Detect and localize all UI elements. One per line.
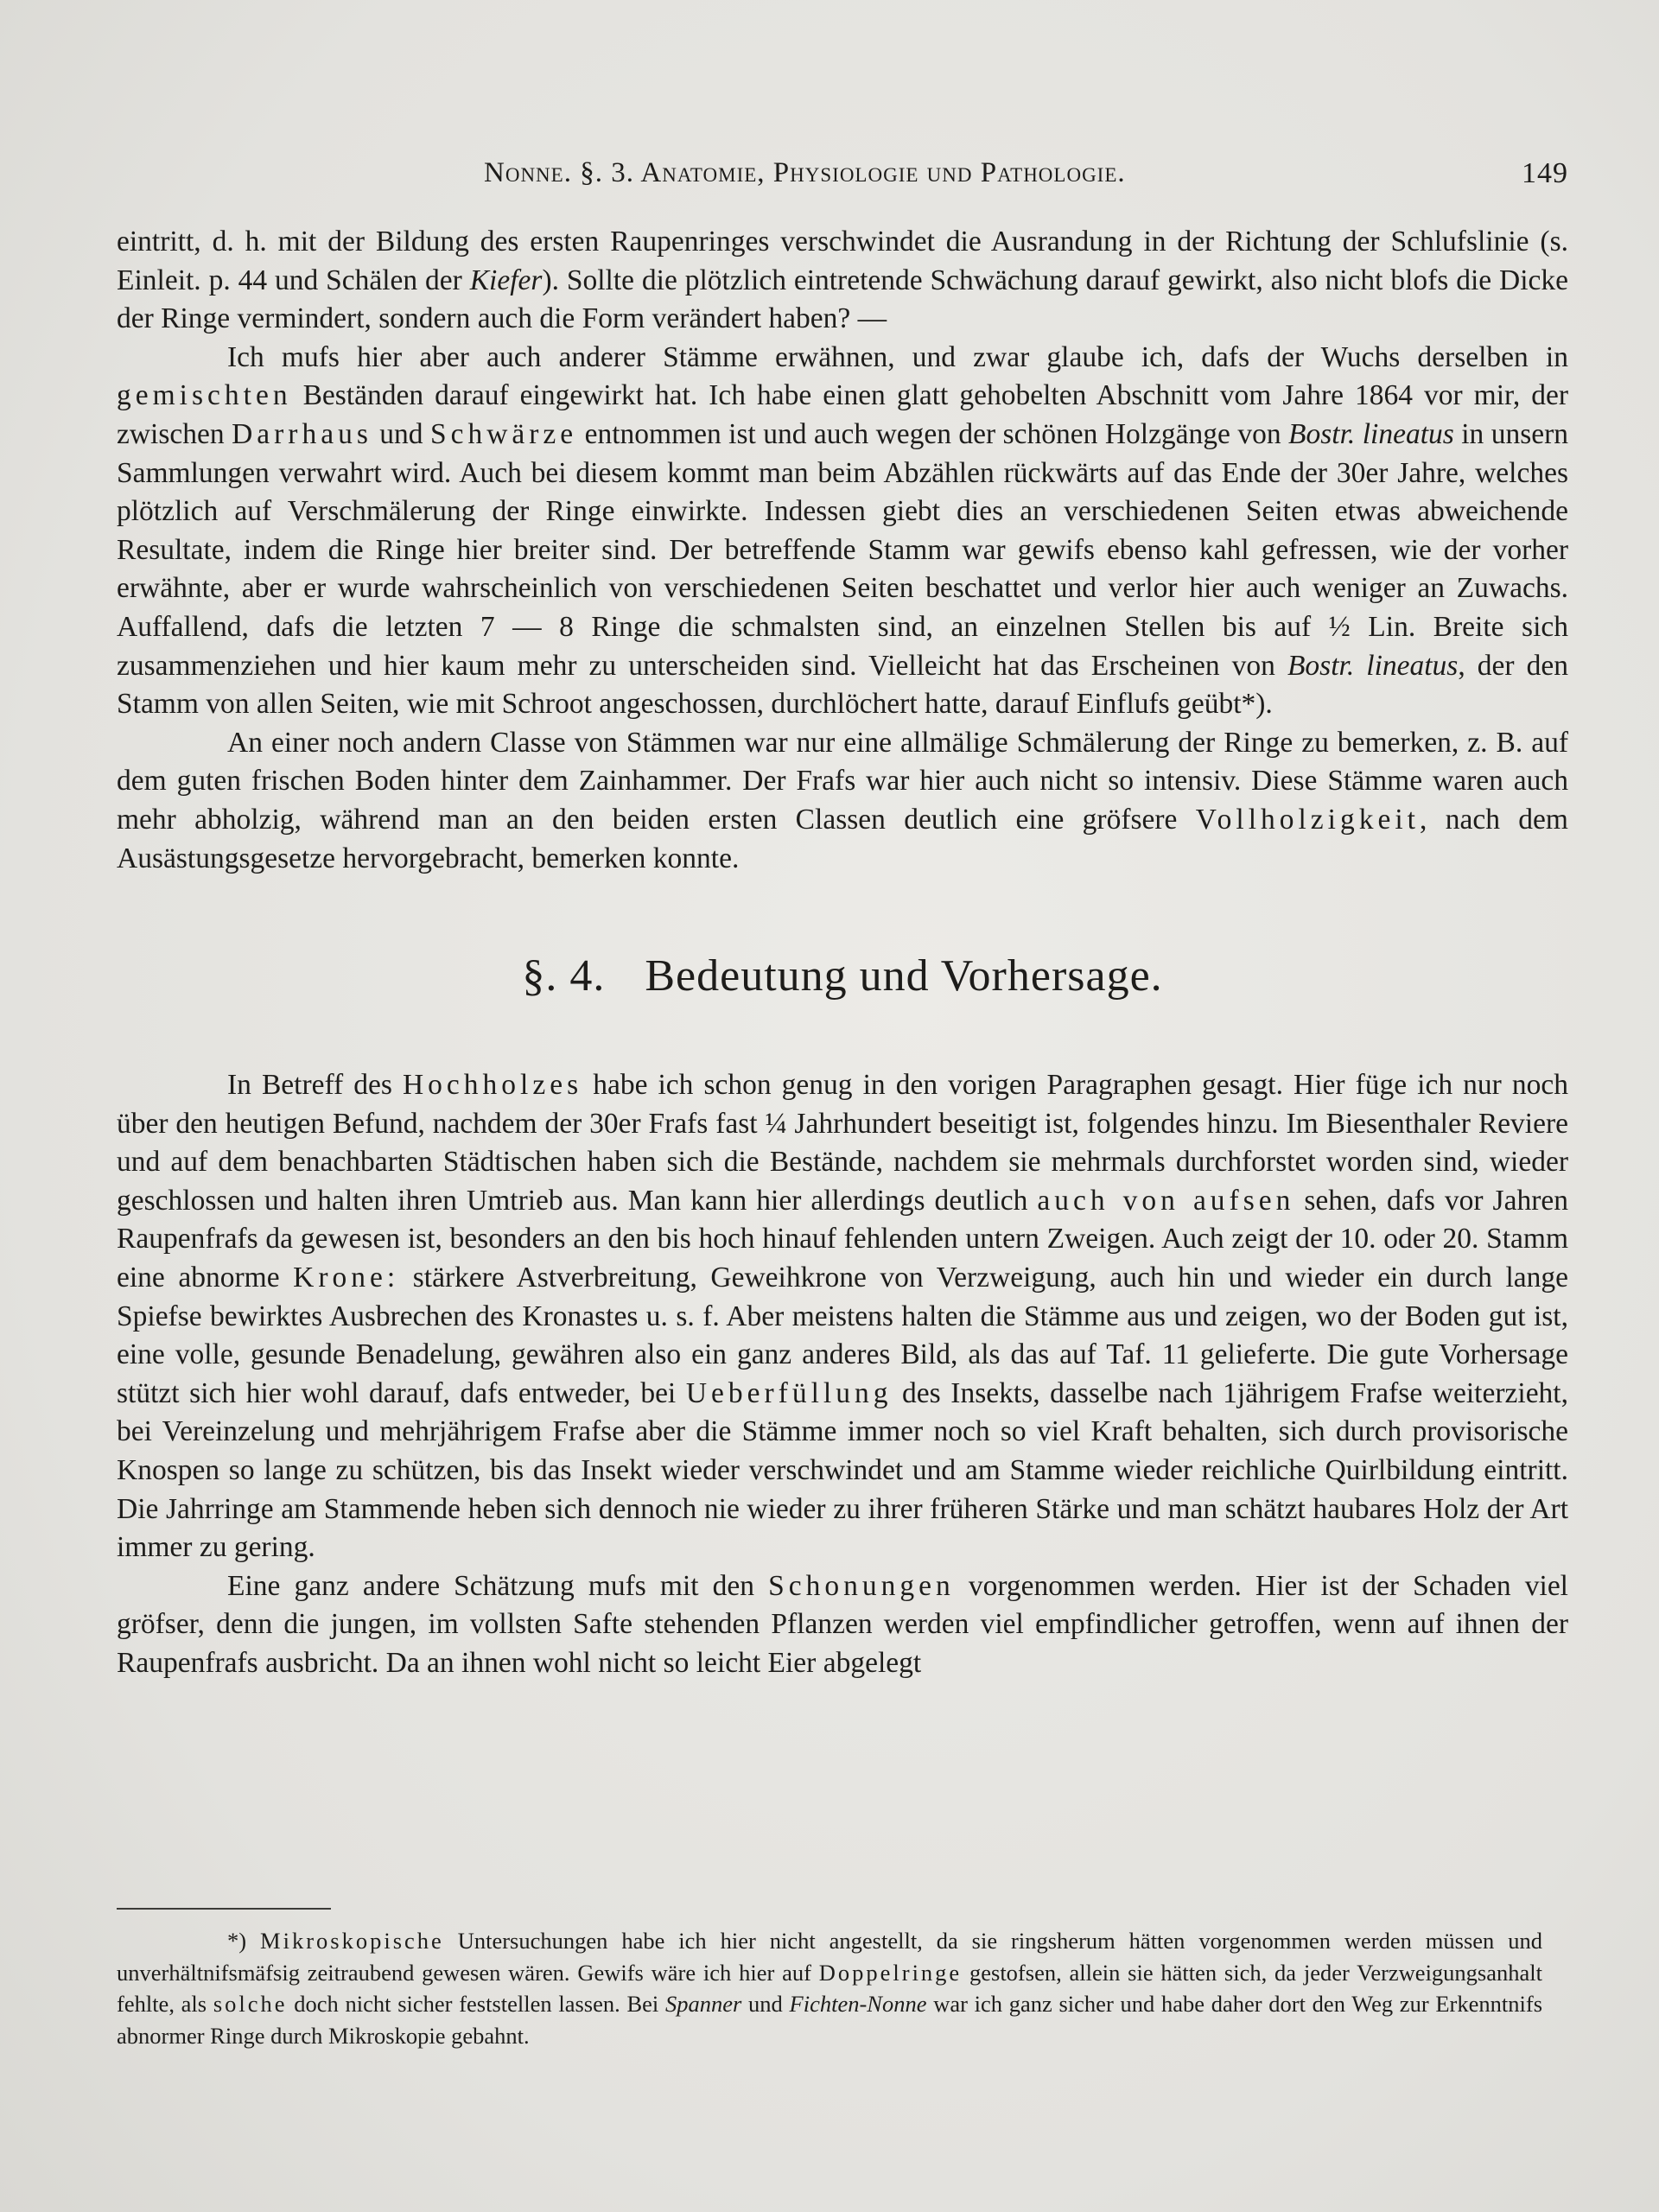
text-run: In Betreff des: [227, 1069, 403, 1102]
emphasis-spaced: Darrhaus: [232, 417, 372, 450]
emphasis-spaced: Krone:: [293, 1262, 400, 1294]
paragraph-4: [117, 1066, 1568, 1567]
page-number: 149: [1522, 157, 1568, 189]
footnote-text: [117, 1925, 1542, 2051]
emphasis-spaced: Doppelringe: [818, 1959, 963, 1986]
text-run: , der den Stamm von allen Seiten, wie mit Schroot angeschossen, durchlöchert hatte, darauf Einflufs geübt*).: [117, 649, 1568, 721]
emphasis-spaced: gemischten: [117, 379, 292, 412]
emphasis-italic: Bostr. lineatus: [1287, 649, 1459, 682]
text-run: Ich mufs hier aber auch anderer Stämme erwähnen, und zwar glaube ich, dafs der Wuchs derselben in: [227, 340, 1568, 373]
text-run: , nach dem Ausästungsgesetze hervorgebracht, bemerken konnte.: [117, 803, 1568, 874]
emphasis-spaced: auch von aufsen: [1037, 1184, 1295, 1217]
paragraph-1: [117, 223, 1568, 339]
text-run: in unsern Sammlungen verwahrt wird. Auch bei diesem kommt man beim Abzählen rückwärts auf das Ende der 30er Jahre, welches plötzlich auf Verschmälerung der Ringe einwirkte. Indessen giebt dies an verschiedenen Seiten etwas abweichende Resultate, indem die Ringe hier breiter sind. Der betreffende Stamm war gewifs ebenso kahl gefressen, wie der vorher erwähnte, aber er wurde wahrscheinlich von verschiedenen Seiten beschattet und verlor hier auch weniger an Zuwachs. Auffallend, dafs die letzten 7 — 8 Ringe die schmalsten sind, an einzelnen Stellen bis auf ½ Lin. Breite sich zusammenziehen und hier kaum mehr zu unterscheiden sind. Vielleicht hat das Erscheinen von: [117, 417, 1569, 682]
emphasis-spaced: Schonungen: [768, 1569, 955, 1602]
paragraph-5: [117, 1567, 1568, 1683]
text-run: entnommen ist und auch wegen der schönen Holzgänge von: [577, 417, 1289, 450]
emphasis-italic: Bostr. lineatus: [1288, 417, 1454, 450]
text-run: des Insekts, dasselbe nach 1jährigem Frafse weiterzieht, bei Vereinzelung und mehrjährigem Frafse aber die Stämme immer noch so viel Kraft behalten, sich durch provisorische Knospen so lange zu schützen, bis das Insekt wieder verschwindet und am Stamme wieder reichliche Quirlbildung eintritt. Die Jahrringe am Stammende heben sich dennoch nie wieder zu ihrer früheren Stärke und man schätzt haubares Holz der Art immer zu gering.: [117, 1376, 1568, 1564]
text-run: ). Sollte die plötzlich eintretende Schwächung darauf gewirkt, also nicht blofs die Dicke der Ringe vermindert, sondern auch die Form verändert haben? —: [117, 264, 1568, 335]
text-run: Beständen darauf eingewirkt hat. Ich habe einen glatt gehobelten Abschnitt vom Jahre 1864 vor mir, der zwischen: [117, 379, 1568, 450]
text-run: sehen, dafs vor Jahren Raupenfrafs da gewesen ist, besonders an den bis hoch hinauf fehlenden untern Zweigen. Auch zeigt der 10. oder 20. Stamm eine abnorme: [117, 1184, 1568, 1294]
running-header: [484, 157, 1568, 200]
section-number: §. 4.: [522, 951, 606, 1001]
text-run: Untersuchungen habe ich hier nicht angestellt, da sie ringsherum hätten vorgenommen werden müssen und unverhältnifsmäfsig zeitraubend gewesen wären. Gewifs wäre ich hier auf: [117, 1928, 1542, 1986]
emphasis-spaced: Vollholzigkeit: [1195, 803, 1420, 836]
main-text: [117, 223, 1568, 1683]
text-run: doch nicht sicher feststellen lassen. Bei: [287, 1991, 665, 2017]
section-title: Bedeutung und Vorhersage.: [645, 951, 1163, 1001]
text-run: An einer noch andern Classe von Stämmen war nur eine allmälige Schmälerung der Ringe zu bemerken, z. B. auf dem guten frischen Boden hinter dem Zainhammer. Der Frafs war hier auch nicht so intensiv. Diese Stämme waren auch mehr abholzig, während man an den beiden ersten Classen deutlich eine gröfsere: [117, 726, 1568, 836]
emphasis-spaced: Mikroskopische: [260, 1928, 444, 1954]
footnote-divider: [117, 1908, 331, 1910]
paragraph-2: [117, 339, 1568, 724]
text-run: gestofsen, allein sie hätten sich, da jeder Verzweigungsanhalt fehlte, als: [117, 1959, 1542, 2017]
text-run: und: [372, 417, 430, 450]
footnote-marker: *): [227, 1928, 261, 1954]
text-run: Eine ganz andere Schätzung mufs mit den: [227, 1569, 769, 1602]
emphasis-spaced: Hochholzes: [402, 1069, 583, 1102]
emphasis-spaced: Ueberfüllung: [685, 1376, 893, 1409]
emphasis-italic: Kiefer: [469, 264, 543, 296]
text-run: war ich ganz sicher und habe daher dort den Weg zur Erkenntnifs abnormer Ringe durch Mikroskopie gebahnt.: [117, 1991, 1543, 2049]
text-run: habe ich schon genug in den vorigen Paragraphen gesagt. Hier füge ich nur noch über den heutigen Befund, nachdem der 30er Frafs fast ¼ Jahrhundert beseitigt ist, folgendes hinzu. Im Biesenthaler Reviere und auf dem benachbarten Städtischen haben sich die Bestände, nachdem sie mehrmals durchforstet worden sind, wieder geschlossen und halten ihren Umtrieb aus. Man kann hier allerdings deutlich: [117, 1069, 1568, 1217]
emphasis-spaced: solche: [213, 1991, 288, 2017]
emphasis-italic: Spanner: [665, 1991, 742, 2017]
text-run: vorgenommen werden. Hier ist der Schaden viel gröfser, denn die jungen, im vollsten Safte stehenden Pflanzen werden viel empfindlicher getroffen, wenn auf ihnen der Raupenfrafs ausbricht. Da an ihnen wohl nicht so leicht Eier abgelegt: [117, 1569, 1568, 1679]
text-run: und: [741, 1991, 790, 2017]
section-heading: [117, 950, 1568, 1002]
footnote: [117, 1925, 1542, 2051]
paragraph-3: [117, 724, 1568, 878]
text-run: eintritt, d. h. mit der Bildung des ersten Raupenringes verschwindet die Ausrandung in der Richtung der Schlufslinie (s. Einleit. p. 44 und Schälen der: [117, 226, 1568, 296]
emphasis-italic: Fichten-Nonne: [789, 1991, 927, 2017]
emphasis-spaced: Schwärze: [429, 417, 578, 450]
text-run: stärkere Astverbreitung, Geweihkrone von Verzweigung, auch hin und wieder ein durch lange Spiefse bewirktes Ausbrechen des Kronastes u. s. f. Aber meistens halten die Stämme aus und zeigen, wo der Boden gut ist, eine volle, gesunde Benadelung, gewähren also ein ganz anderes Bild, als das auf Taf. 11 gelieferte. Die gute Vorhersage stützt sich hier wohl darauf, dafs entweder, bei: [117, 1262, 1568, 1409]
running-title: Nonne. §. 3. Anatomie, Physiologie und Pathologie.: [484, 157, 1126, 188]
